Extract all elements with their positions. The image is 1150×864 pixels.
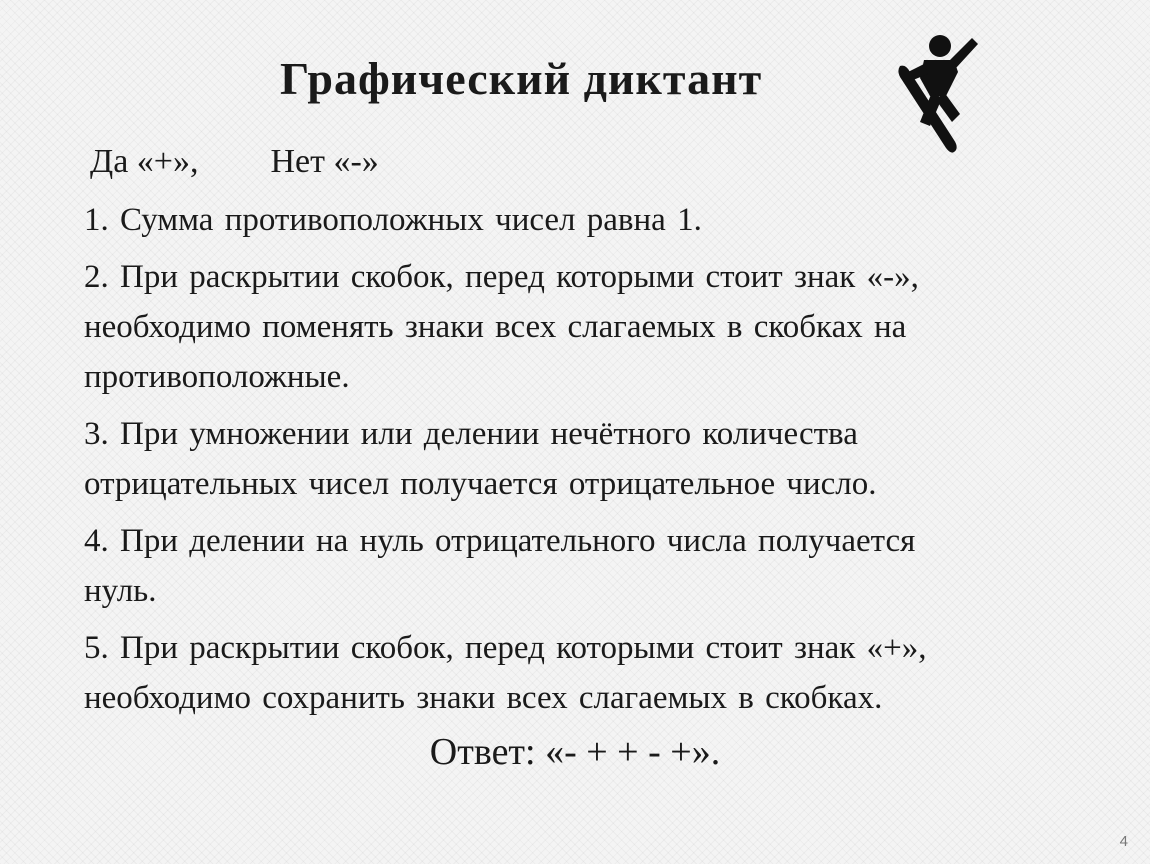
snowboarder-icon [890, 30, 980, 155]
statement-item [84, 252, 1044, 402]
statement-line: 2. При раскрытии скобок, перед которыми стоит знак «-», [84, 259, 919, 295]
statement-line: противоположные. [84, 359, 350, 395]
answer-text: Ответ: «- + + - +». [429, 731, 721, 773]
statement-line: 1. Сумма противоположных чисел равна 1. [84, 202, 702, 238]
statement-item [84, 409, 1044, 509]
page-number: 4 [1119, 833, 1128, 850]
statement-item [84, 195, 1044, 245]
statement-line: нуль. [84, 573, 157, 609]
statement-line: необходимо поменять знаки всех слагаемых в скобках на [84, 309, 907, 345]
statement-line: необходимо сохранить знаки всех слагаемых в скобках. [84, 680, 883, 716]
statement-line: 3. При умножении или делении нечётного количества [84, 416, 858, 452]
statement-line: 4. При делении на нуль отрицательного числа получается [84, 523, 916, 559]
statement-item [84, 623, 1044, 723]
statement-item [84, 516, 1044, 616]
legend-no: Нет «-» [270, 143, 379, 180]
statement-line: отрицательных чисел получается отрицательное число. [84, 466, 877, 502]
slide-title: Графический диктант [280, 53, 763, 104]
statement-list [84, 195, 1044, 730]
legend [90, 143, 379, 181]
statement-line: 5. При раскрытии скобок, перед которыми стоит знак «+», [84, 630, 927, 666]
legend-yes: Да «+», [90, 143, 199, 180]
